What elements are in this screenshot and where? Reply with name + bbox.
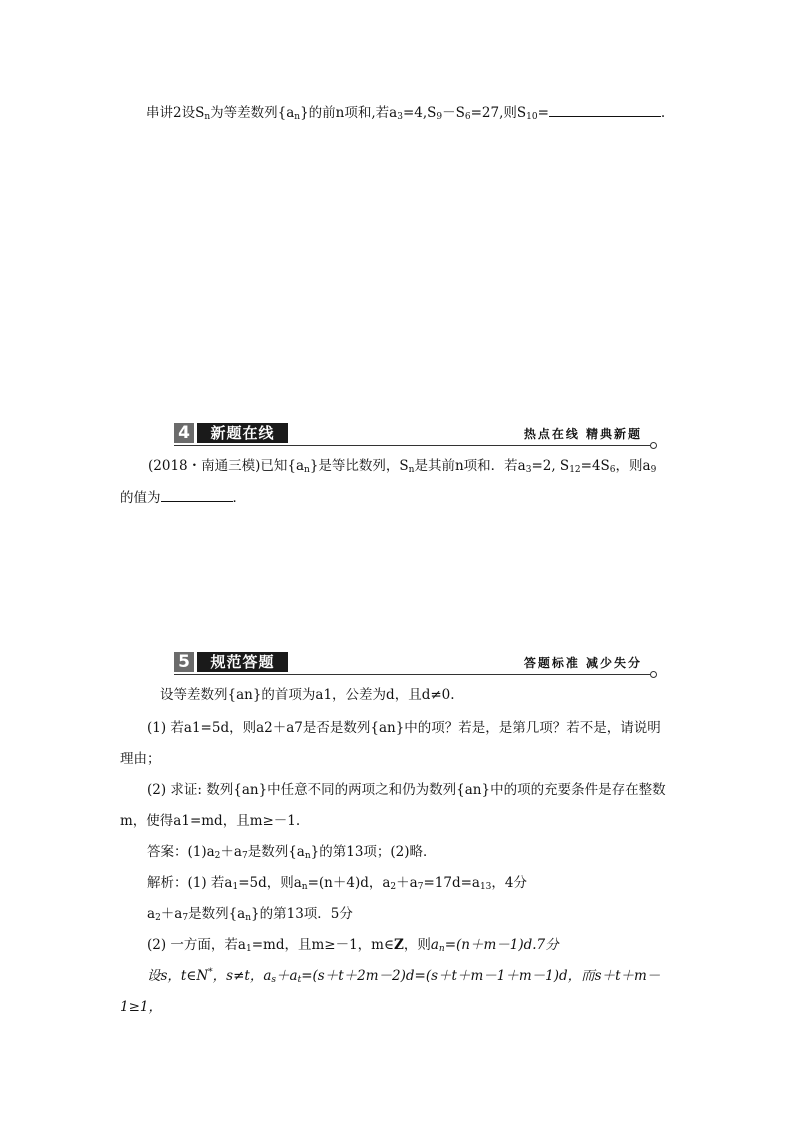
subscript: t [297,975,302,985]
problem5-stem: 设等差数列{an}的首项为a1，公差为d，且d≠0. [160,687,455,703]
text: ，则 [403,937,431,953]
subscript: n [204,112,211,122]
superscript: * [208,967,213,978]
solution-line1 [147,874,527,892]
subscript: 13 [479,882,492,892]
subscript: s [271,975,277,985]
section-number: 5 [174,652,194,672]
subscript: n [245,913,252,923]
subscript: 9 [650,465,657,475]
integer-set-symbol: Z [393,937,404,953]
problem5-q1-line2: 理由； [120,751,161,767]
text: }是等比数列，S [309,458,409,474]
problem5-q1-line1: (1) 若a1=5d，则a2＋a7是否是数列{an}中的项？若是，是第几项？若不是，请说明 [147,720,661,736]
text: =(n＋m－1)d.7分 [444,937,559,953]
subscript: 3 [397,112,403,122]
text: a [430,937,439,953]
subscript: 2 [214,851,221,861]
section-header-4 [174,421,656,447]
subscript: n [438,944,445,954]
section-subtitle: 答题标准 减少失分 [523,656,642,670]
text: 设s，t∈N [147,968,209,984]
text: ＋a [276,968,298,984]
section-title: 新题在线 [197,423,288,443]
answer-blank [161,501,233,502]
text: =27,则S [470,105,527,121]
text: 是数列{a [188,906,246,922]
text: =5d，则a [238,875,302,891]
text: 的值为 [120,490,161,506]
rule-end-dot [650,442,657,449]
text: (2018・南通三模)已知{a [148,458,305,474]
solution-line5: 1≥1， [120,999,162,1015]
subscript: n [304,465,310,475]
text: =4S [580,458,610,474]
answer-line [147,843,437,861]
text: ＋a [396,875,418,891]
subscript: 9 [436,112,443,122]
text: =4,S [402,105,437,121]
section-title: 规范答题 [197,652,288,672]
text: ，s≠t，a [212,968,272,984]
text: (2) 一方面，若a [147,937,246,953]
subscript: 1 [245,944,252,954]
text: 串讲2设S [146,105,205,121]
text: ＋a [160,906,183,922]
subscript: 10 [526,112,538,122]
subscript: 2 [390,882,397,892]
text: =(s＋t＋2m－2)d=(s＋t＋m－1＋m－1)d，而s＋t＋m－ [301,968,661,984]
subscript: 12 [569,465,581,475]
subscript: n [301,882,308,892]
section-rule [174,674,652,675]
text: =md，且m≥－1，m∈ [251,937,394,953]
subscript: n [304,851,311,861]
text: 是数列{a [247,844,305,860]
rule-end-dot [650,671,657,678]
text: . [660,105,666,121]
text: ，则a [615,458,651,474]
text: ，4分 [491,875,527,891]
subscript: 7 [241,851,248,861]
text: =2, S [531,458,570,474]
problem5-q2-line1: (2) 求证: 数列{an}中任意不同的两项之和仍为数列{an}中的项的充要条件是存在整数 [147,782,666,798]
text: = [537,105,549,121]
subscript: 7 [182,913,189,923]
text: }的第13项；(2)略． [310,844,437,860]
subscript: 2 [155,913,161,923]
problem4-line2 [120,489,246,507]
section-header-5 [174,650,656,676]
subscript: n [294,112,301,122]
subscript: 6 [464,112,471,122]
subscript: 1 [232,882,239,892]
text: －S [442,105,465,121]
text: 是其前n项和．若a [414,458,526,474]
section-number: 4 [174,423,194,443]
subscript: 7 [417,882,424,892]
text: ＋a [220,844,242,860]
solution-line4 [147,967,660,985]
solution-line3 [147,936,559,954]
chuanjiang-problem [146,104,665,122]
text: a [147,906,156,922]
text: 为等差数列{a [210,105,295,121]
text: =17d=a [423,875,480,891]
text: 答案：(1)a [147,844,215,860]
problem4-line1 [148,457,656,475]
subscript: n [408,465,415,475]
subscript: 6 [609,465,616,475]
text: }的第13项．5分 [251,906,353,922]
section-rule [174,445,652,446]
section-subtitle: 热点在线 精典新题 [523,427,642,441]
answer-blank [549,116,661,117]
problem5-q2-line2: m，使得a1=md，且m≥－1. [120,813,301,829]
text: }的前n项和,若a [300,105,398,121]
text: ． [232,490,246,506]
text: 解析：(1) 若a [147,875,233,891]
subscript: 3 [525,465,532,475]
text: =(n＋4)d，a [307,875,391,891]
solution-line2 [147,905,353,923]
